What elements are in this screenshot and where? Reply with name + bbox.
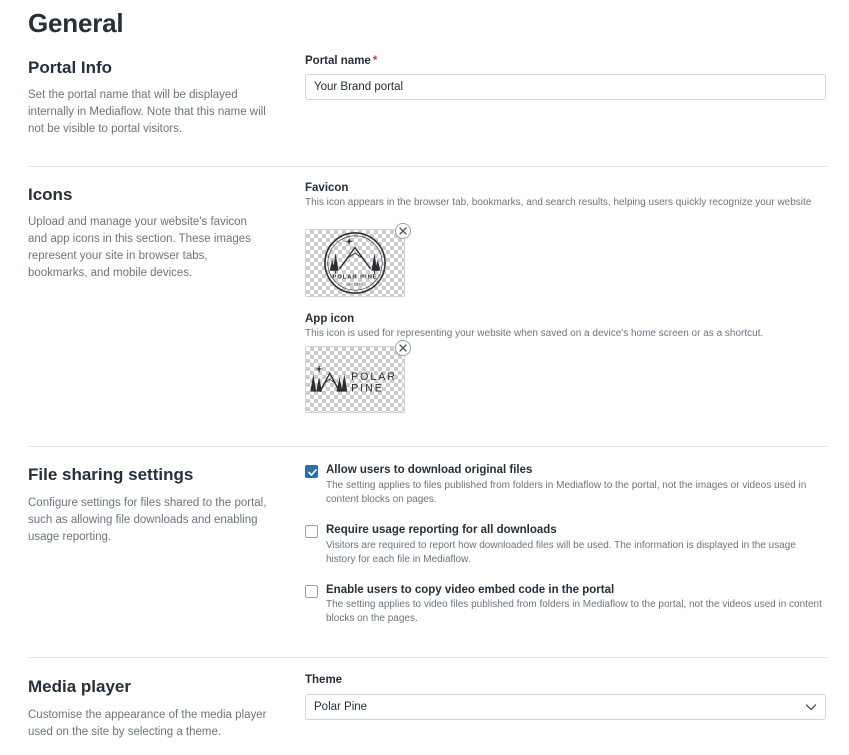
chevron-down-icon [805, 702, 817, 712]
require-usage-reporting-help: Visitors are required to report how downloaded files will be used. The information is displayed in the usage history for each file in Mediaflow. [326, 540, 796, 565]
app-icon-preview[interactable] [305, 346, 405, 413]
media-player-description: Customise the appearance of the media player used on the site by selecting a theme. [28, 709, 267, 738]
app-icon-wordmark-line1: POLAR [351, 370, 397, 383]
app-icon-help: This icon is used for representing your website when saved on a device's home screen or as a shortcut. [305, 328, 764, 339]
favicon-badge-text: POLAR PINE [332, 274, 378, 281]
favicon-help: This icon appears in the browser tab, bookmarks, and search results, helping users quickly recognize your website [305, 197, 812, 208]
enable-embed-code-label[interactable]: Enable users to copy video embed code in the portal [326, 584, 615, 596]
enable-embed-code-help: The setting applies to video files published from folders in Mediaflow to the portal, not the videos used in content blocks on the pages. [326, 599, 822, 624]
remove-favicon-button[interactable] [395, 223, 411, 239]
app-icon-wordmark-line2: PINE [351, 382, 384, 395]
close-icon [399, 344, 407, 352]
section-divider [28, 166, 828, 167]
app-icon-label: App icon [305, 313, 355, 325]
allow-download-help: The setting applies to files published from folders in Mediaflow to the portal, not the images or videos used in content blocks on pages. [326, 480, 807, 505]
checkmark-icon [307, 467, 318, 478]
remove-app-icon-button[interactable] [395, 340, 411, 356]
file-sharing-description: Configure settings for files shared to the portal, such as allowing file downloads and enabling usage reporting. [28, 497, 267, 543]
theme-label: Theme [305, 674, 343, 686]
section-divider [28, 657, 828, 658]
favicon-badge-subtext: est 1992 [347, 281, 363, 287]
require-usage-reporting-label[interactable]: Require usage reporting for all downloads [326, 524, 557, 536]
favicon-label: Favicon [305, 182, 349, 194]
favicon-preview[interactable] [305, 229, 405, 297]
close-icon [399, 227, 407, 235]
portal-name-input[interactable] [305, 74, 826, 100]
icons-title: Icons [28, 185, 73, 204]
enable-embed-code-checkbox[interactable] [305, 585, 318, 598]
allow-download-label[interactable]: Allow users to download original files [326, 464, 533, 476]
theme-select-value: Polar Pine [314, 701, 368, 713]
polar-pine-badge-logo [306, 230, 404, 296]
portal-info-title: Portal Info [28, 58, 113, 77]
icons-description: Upload and manage your website's favicon and app icons in this section. These images represent your site in browser tabs, bookmarks, and mobile devices. [28, 216, 251, 279]
allow-download-checkbox[interactable] [305, 465, 318, 478]
section-divider [28, 446, 828, 447]
polar-pine-wordmark-logo [306, 347, 404, 412]
media-player-title: Media player [28, 677, 131, 696]
theme-select[interactable] [305, 694, 826, 720]
page-title: General [28, 8, 124, 38]
file-sharing-title: File sharing settings [28, 465, 194, 484]
portal-info-description: Set the portal name that will be displayed internally in Mediaflow. Note that this name will not be visible to portal visitors. [28, 89, 266, 135]
portal-name-label-text: Portal name [305, 55, 371, 67]
require-usage-reporting-checkbox[interactable] [305, 525, 318, 538]
required-mark: * [372, 55, 378, 67]
portal-name-label [305, 55, 377, 67]
